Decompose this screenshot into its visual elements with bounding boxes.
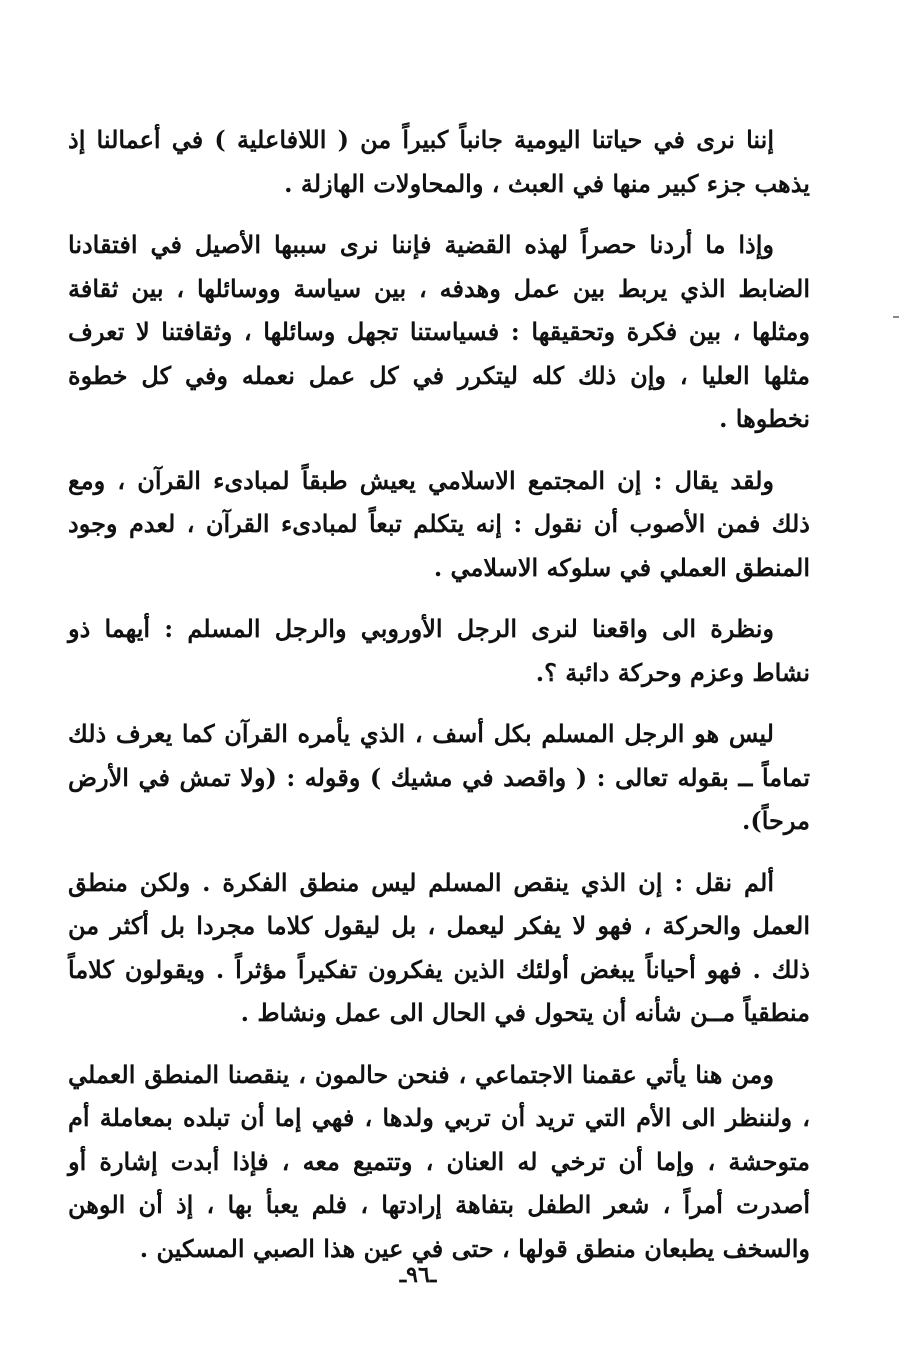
paragraph-7: ومن هنا يأتي عقمنا الاجتماعي ، فنحن حالمون ، ينقصنا المنطق العملي ، ولننظر الى الأم التي تريد أن تربي ولدها ، فهي إما أن تبلده بمعاملة أم متوحشة ، وإما أن ترخي له العنان ، وتتميع معه ، فإذا أبدت إشارة أو أصدرت أمراً ، شعر الطفل بتفاهة إرادتها ، فلم يعبأ بها ، إذ أن الوهن والسخف يطبعان منطق قولها ، حتى في عين هذا الصبي المسكين . [68, 1059, 810, 1263]
paragraph-2: وإذا ما أردنا حصراً لهذه القضية فإننا نرى سببها الأصيل في افتقادنا الضابط الذي يربط بين عمل وهدفه ، بين سياسة ووسائلها ، بين ثقافة ومثلها ، بين فكرة وتحقيقها : فسياستنا تجهل وسائلها ، وثقافتنا لا تعرف مثلها العليا ، وإن ذلك كله ليتكرر في كل عمل نعمله وفي كل خطوة نخطوها . [68, 230, 810, 433]
paragraph-4: ونظرة الى واقعنا لنرى الرجل الأوروبي والرجل المسلم : أيهما ذو نشاط وعزم وحركة دائبة ؟. [68, 614, 810, 687]
paragraph-6: ألم نقل : إن الذي ينقص المسلم ليس منطق الفكرة . ولكن منطق العمل والحركة ، فهو لا يفكر ليعمل ، بل ليقول كلاما مجردا بل أكثر من ذلك . فهو أحياناً يبغض أولئك الذين يفكرون تفكيراً مؤثراً . ويقولون كلاماً منطقياً مــن شأنه أن يتحول في الحال الى عمل ونشاط . [68, 867, 810, 1027]
page-body [68, 118, 810, 1288]
paragraph-5: ليس هو الرجل المسلم بكل أسف ، الذي يأمره القرآن كما يعرف ذلك تماماً ــ بقوله تعالى : ( واقصد في مشيك ) وقوله : (ولا تمش في الأرض مرحاً). [68, 719, 810, 835]
paragraph-3: ولقد يقال : إن المجتمع الاسلامي يعيش طبقاً لمبادىء القرآن ، ومع ذلك فمن الأصوب أن نقول : إنه يتكلم تبعاً لمبادىء القرآن ، لعدم وجود المنطق العملي في سلوكه الاسلامي . [68, 465, 810, 582]
paragraph-1: إننا نرى في حياتنا اليومية جانباً كبيراً من ( اللافاعلية ) في أعمالنا إذ يذهب جزء كبير منها في العبث ، والمحاولات الهازلة . [68, 125, 810, 198]
margin-mark [893, 316, 899, 318]
page-number: ـ٩٦ـ [399, 1262, 437, 1288]
